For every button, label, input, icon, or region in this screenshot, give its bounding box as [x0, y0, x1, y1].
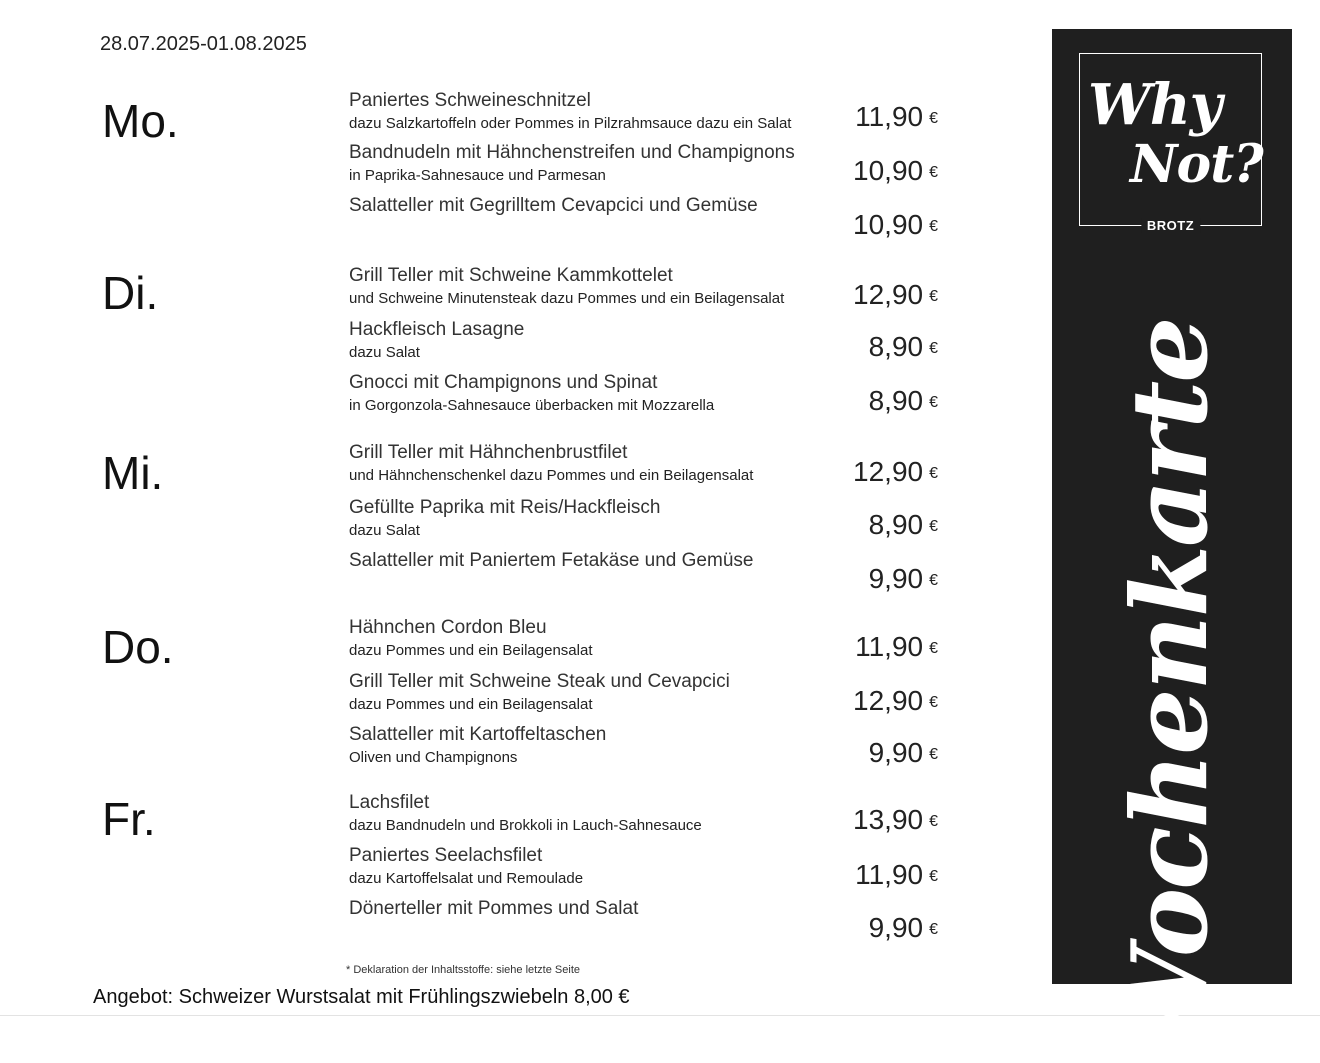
- currency-symbol: €: [929, 746, 938, 763]
- day-label-tuesday: Di.: [102, 267, 159, 319]
- dish-name: Dönerteller mit Pommes und Salat: [349, 898, 639, 919]
- dish-item: [349, 142, 839, 186]
- price-value: 12,90: [853, 279, 924, 310]
- day-label-thursday: Do.: [102, 621, 174, 673]
- dish-name: Grill Teller mit Hähnchenbrustfilet: [349, 442, 628, 463]
- dish-price: [853, 211, 938, 239]
- currency-symbol: €: [929, 465, 938, 482]
- wochenkarte-title: Wochenkarte: [1108, 318, 1231, 1063]
- dish-name: Salatteller mit Paniertem Fetakäse und Gemüse: [349, 550, 754, 571]
- why-not-logo: [1079, 53, 1263, 233]
- dish-price: [869, 914, 938, 942]
- currency-symbol: €: [929, 868, 938, 885]
- dish-item: [349, 497, 839, 541]
- dish-name: Gefüllte Paprika mit Reis/Hackfleisch: [349, 497, 661, 518]
- price-value: 12,90: [853, 685, 924, 716]
- dish-item: [349, 617, 839, 661]
- price-value: 13,90: [853, 804, 924, 835]
- price-value: 10,90: [853, 209, 924, 240]
- dish-description: in Gorgonzola-Sahnesauce überbacken mit Mozzarella: [349, 397, 715, 414]
- price-value: 9,90: [868, 563, 924, 594]
- dish-price: [869, 387, 938, 415]
- price-value: 11,90: [855, 631, 924, 662]
- date-range: 28.07.2025-01.08.2025: [100, 33, 307, 55]
- dish-description: dazu Pommes und ein Beilagensalat: [349, 696, 593, 713]
- day-label-wednesday: Mi.: [102, 447, 164, 499]
- currency-symbol: €: [929, 164, 938, 181]
- dish-item: [349, 724, 839, 768]
- dish-item: [349, 671, 839, 715]
- dish-price: [869, 565, 938, 593]
- dish-name: Salatteller mit Kartoffeltaschen: [349, 724, 607, 745]
- dish-item: [349, 845, 839, 889]
- logo-text-not: Not?: [1130, 134, 1263, 195]
- dish-description: dazu Salzkartoffeln oder Pommes in Pilzrahmsauce dazu ein Salat: [349, 115, 792, 132]
- dish-name: Bandnudeln mit Hähnchenstreifen und Champignons: [349, 142, 795, 163]
- dish-description: dazu Kartoffelsalat und Remoulade: [349, 870, 584, 887]
- price-value: 11,90: [855, 859, 924, 890]
- dish-price: [855, 633, 938, 661]
- dish-description: und Schweine Minutensteak dazu Pommes und ein Beilagensalat: [349, 290, 785, 307]
- price-value: 11,90: [855, 101, 924, 132]
- price-value: 9,90: [868, 912, 924, 943]
- dish-item: [349, 442, 839, 486]
- dish-price: [869, 739, 938, 767]
- currency-symbol: €: [929, 640, 938, 657]
- dish-name: Grill Teller mit Schweine Steak und Cevapcici: [349, 671, 730, 692]
- dish-item: [349, 550, 839, 572]
- dish-item: [349, 90, 839, 134]
- side-banner: [1052, 29, 1292, 1063]
- dish-description: dazu Salat: [349, 344, 420, 361]
- price-value: 8,90: [868, 509, 924, 540]
- currency-symbol: €: [929, 110, 938, 127]
- dish-price: [869, 333, 938, 361]
- dish-price: [853, 687, 938, 715]
- dish-name: Paniertes Seelachsfilet: [349, 845, 543, 866]
- dish-item: [349, 898, 839, 920]
- dish-name: Hackfleisch Lasagne: [349, 319, 525, 340]
- dish-price: [853, 157, 938, 185]
- dish-price: [855, 861, 938, 889]
- currency-symbol: €: [929, 394, 938, 411]
- dish-name: Paniertes Schweineschnitzel: [349, 90, 591, 111]
- currency-symbol: €: [929, 921, 938, 938]
- currency-symbol: €: [929, 340, 938, 357]
- dish-description: dazu Salat: [349, 522, 420, 539]
- dish-item: [349, 319, 839, 363]
- dish-description: in Paprika-Sahnesauce und Parmesan: [349, 167, 606, 184]
- price-value: 8,90: [868, 385, 924, 416]
- dish-item: [349, 265, 839, 309]
- dish-price: [853, 281, 938, 309]
- currency-symbol: €: [929, 518, 938, 535]
- dish-price: [869, 511, 938, 539]
- logo-text-why: Why: [1088, 72, 1222, 138]
- day-label-monday: Mo.: [102, 95, 179, 147]
- currency-symbol: €: [929, 694, 938, 711]
- currency-symbol: €: [929, 572, 938, 589]
- dish-price: [853, 458, 938, 486]
- dish-description: dazu Pommes und ein Beilagensalat: [349, 642, 593, 659]
- price-value: 8,90: [868, 331, 924, 362]
- currency-symbol: €: [929, 218, 938, 235]
- special-offer: Angebot: Schweizer Wurstsalat mit Frühlingszwiebeln 8,00 €: [93, 986, 630, 1008]
- dish-name: Hähnchen Cordon Bleu: [349, 617, 547, 638]
- dish-price: [855, 103, 938, 131]
- dish-item: [349, 792, 839, 836]
- day-label-friday: Fr.: [102, 793, 156, 845]
- dish-item: [349, 372, 839, 416]
- currency-symbol: €: [929, 813, 938, 830]
- dish-price: [853, 806, 938, 834]
- logo-brand: BROTZ: [1141, 218, 1200, 233]
- currency-symbol: €: [929, 288, 938, 305]
- price-value: 10,90: [853, 155, 924, 186]
- dish-description: und Hähnchenschenkel dazu Pommes und ein Beilagensalat: [349, 467, 754, 484]
- price-value: 12,90: [853, 456, 924, 487]
- dish-description: Oliven und Champignons: [349, 749, 518, 766]
- dish-name: Lachsfilet: [349, 792, 430, 813]
- dish-name: Gnocci mit Champignons und Spinat: [349, 372, 658, 393]
- dish-name: Grill Teller mit Schweine Kammkottelet: [349, 265, 673, 286]
- dish-name: Salatteller mit Gegrilltem Cevapcici und Gemüse: [349, 195, 758, 216]
- price-value: 9,90: [868, 737, 924, 768]
- ingredients-footnote: * Deklaration der Inhaltsstoffe: siehe letzte Seite: [346, 964, 580, 976]
- dish-item: [349, 195, 839, 217]
- dish-description: dazu Bandnudeln und Brokkoli in Lauch-Sahnesauce: [349, 817, 702, 834]
